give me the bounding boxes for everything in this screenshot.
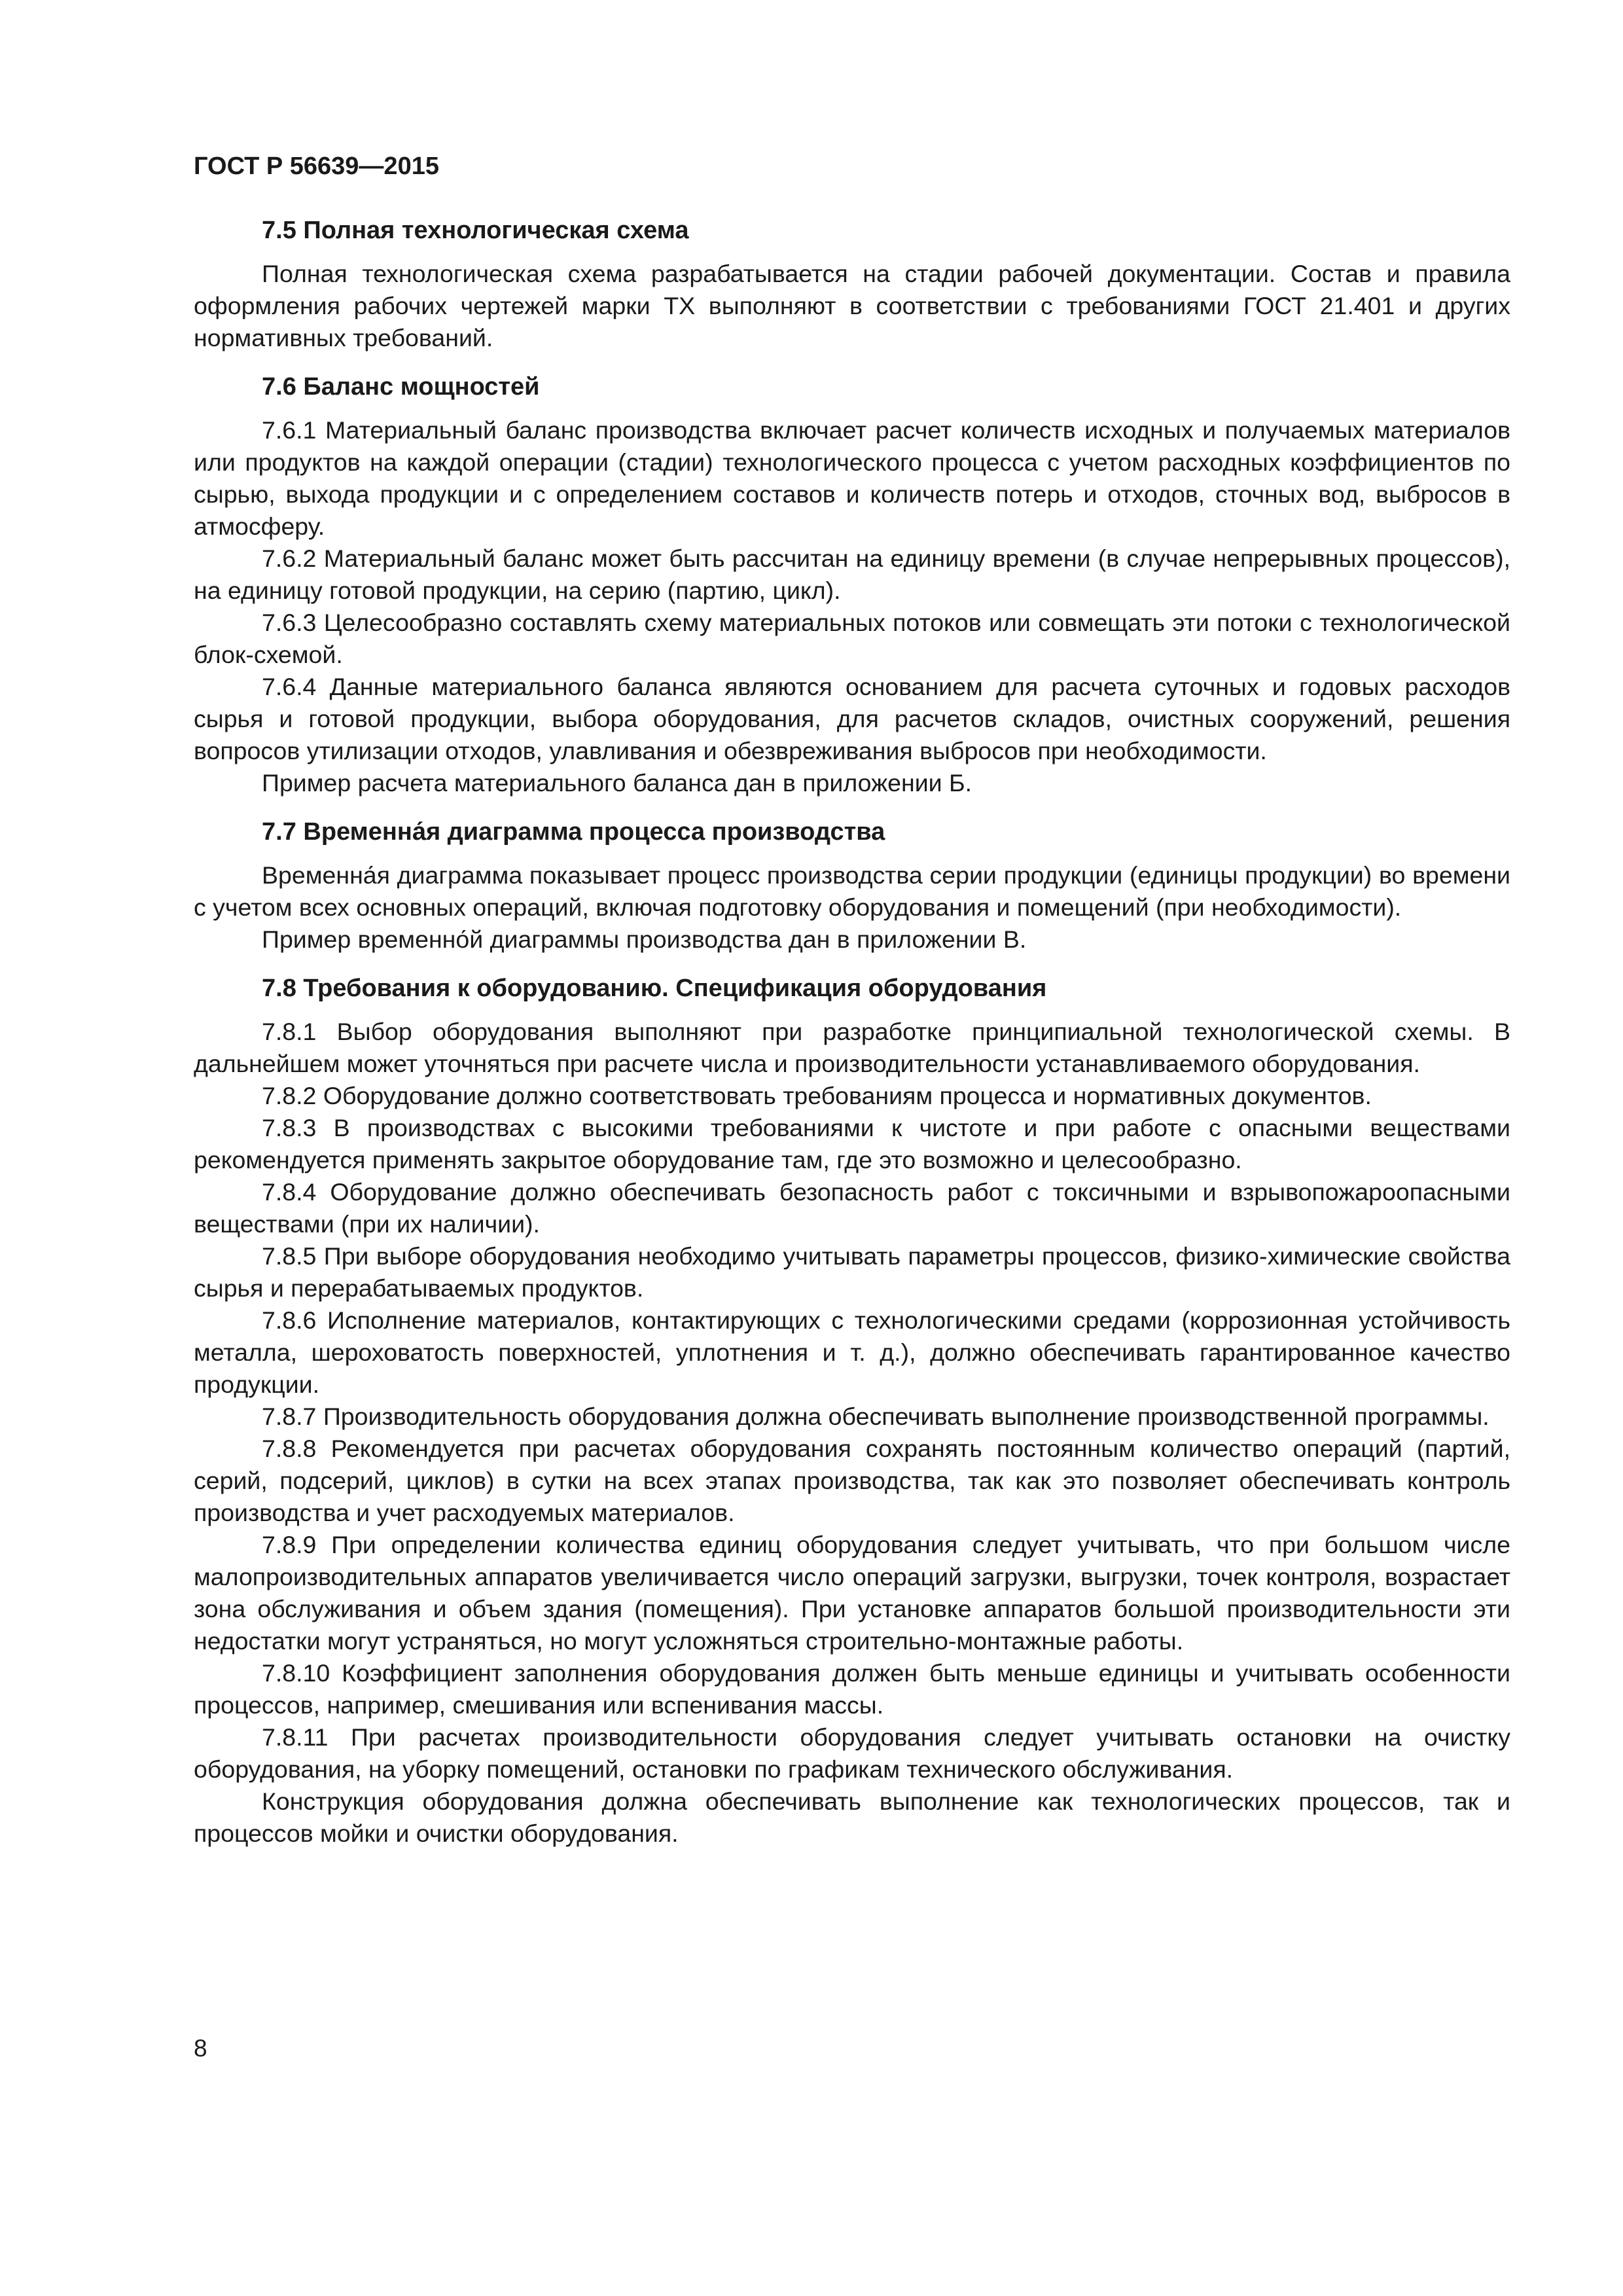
section-heading: 7.8 Требования к оборудованию. Спецификация оборудования [262, 975, 1047, 1002]
paragraph: 7.8.11 При расчетах производительности оборудования следует учитывать остановки на очистку оборудования, на уборку помещений, остановки по графикам технического обслуживания. [194, 1723, 1510, 1783]
paragraph: Пример временно́й диаграммы производства дан в приложении В. [262, 925, 1027, 953]
paragraph: 7.8.5 При выборе оборудования необходимо учитывать параметры процессов, физико-химические свойства сырья и перерабатываемых продуктов. [194, 1242, 1510, 1302]
section-7-7 [194, 816, 1510, 956]
paragraph: 7.8.4 Оборудование должно обеспечивать безопасность работ с токсичными и взрывопожароопасными веществами (при их наличии). [194, 1178, 1510, 1238]
paragraph: 7.6.3 Целесообразно составлять схему материальных потоков или совмещать эти потоки с технологической блок-схемой. [194, 609, 1510, 668]
paragraph: 7.8.3 В производствах с высокими требованиями к чистоте и при работе с опасными веществами рекомендуется применять закрытое оборудование там, где это возможно и целесообразно. [194, 1114, 1510, 1174]
paragraph: 7.8.2 Оборудование должно соответствовать требованиям процесса и нормативных документов. [262, 1082, 1372, 1109]
paragraph: Пример расчета материального баланса дан в приложении Б. [262, 769, 972, 797]
document-page [194, 151, 1510, 1867]
section-heading: 7.7 Временна́я диаграмма процесса производства [262, 818, 885, 846]
paragraph: 7.8.6 Исполнение материалов, контактирующих с технологическими средами (коррозионная устойчивость металла, шероховатость поверхностей, уплотнения и т. д.), должно обеспечивать гарантированное качество продукции. [194, 1306, 1510, 1398]
paragraph: 7.8.9 При определении количества единиц оборудования следует учитывать, что при большом числе малопроизводительных аппаратов увеличивается число операций загрузки, выгрузки, точек контроля, возрастает зона обслуживания и объем здания (помещения). При установке аппаратов большой производительности эти недостатки могут устраняться, но могут усложняться строительно-монтажные работы. [194, 1531, 1510, 1655]
paragraph: 7.8.1 Выбор оборудования выполняют при разработке принципиальной технологической схемы. В дальнейшем может уточняться при расчете числа и производительности устанавливаемого оборудования. [194, 1018, 1510, 1077]
section-heading: 7.5 Полная технологическая схема [262, 217, 689, 244]
paragraph: 7.8.7 Производительность оборудования должна обеспечивать выполнение производственной программы. [262, 1403, 1489, 1430]
paragraph: 7.8.8 Рекомендуется при расчетах оборудования сохранять постоянным количество операций (партий, серий, подсерий, циклов) в сутки на всех этапах производства, так как это позволяет обеспечивать контроль производства и учет расходуемых материалов. [194, 1435, 1510, 1526]
section-heading: 7.6 Баланс мощностей [262, 373, 540, 401]
paragraph: Полная технологическая схема разрабатывается на стадии рабочей документации. Состав и правила оформления рабочих чертежей марки ТХ выполняют в соответствии с требованиями ГОСТ 21.401 и других нормативных требований. [194, 260, 1510, 351]
paragraph: Временна́я диаграмма показывает процесс производства серии продукции (единицы продукции) во времени с учетом всех основных операций, включая подготовку оборудования и помещений (при необходимости). [194, 861, 1510, 921]
paragraph: 7.6.2 Материальный баланс может быть рассчитан на единицу времени (в случае непрерывных процессов), на единицу готовой продукции, на серию (партию, цикл). [194, 545, 1510, 604]
section-7-5 [194, 215, 1510, 354]
paragraph: Конструкция оборудования должна обеспечивать выполнение как технологических процессов, так и процессов мойки и очистки оборудования. [194, 1787, 1510, 1847]
section-7-8 [194, 973, 1510, 1850]
page-number: 8 [194, 2035, 207, 2062]
paragraph: 7.6.4 Данные материального баланса являются основанием для расчета суточных и годовых расходов сырья и готовой продукции, выбора оборудования, для расчетов складов, очистных сооружений, решения вопросов утилизации отходов, улавливания и обезвреживания выбросов при необходимости. [194, 673, 1510, 764]
paragraph: 7.6.1 Материальный баланс производства включает расчет количеств исходных и получаемых материалов или продуктов на каждой операции (стадии) технологического процесса с учетом расходных коэффициентов по сырью, выхода продукции и с определением составов и количеств потерь и отходов, сточных вод, выбросов в атмосферу. [194, 416, 1510, 540]
paragraph: 7.8.10 Коэффициент заполнения оборудования должен быть меньше единицы и учитывать особенности процессов, например, смешивания или вспенивания массы. [194, 1659, 1510, 1719]
document-code: ГОСТ Р 56639—2015 [194, 152, 439, 180]
section-7-6 [194, 371, 1510, 799]
